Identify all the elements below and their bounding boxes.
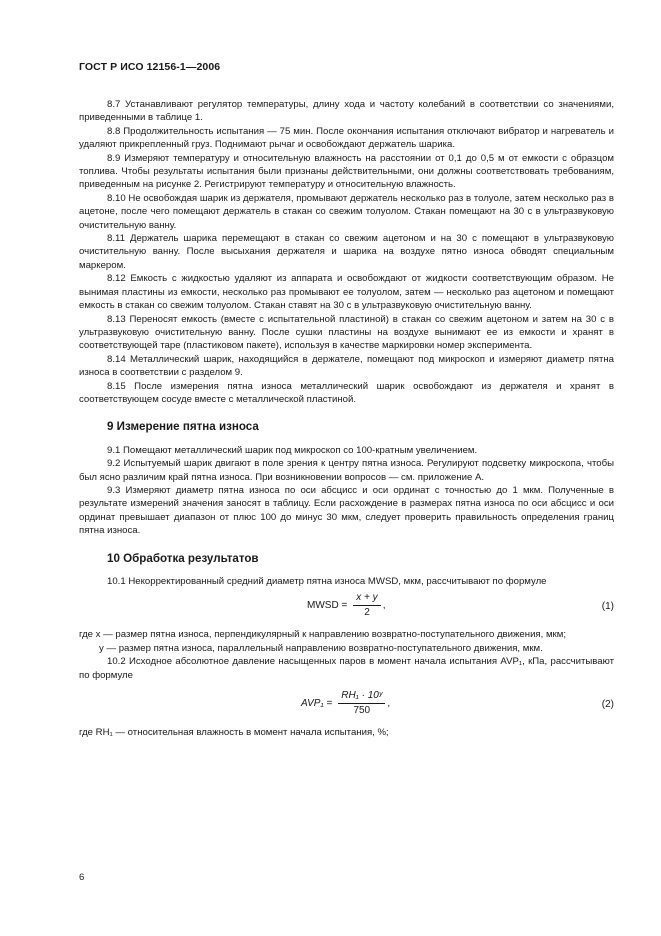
paragraph-8-14: 8.14 Металлический шарик, находящийся в держателе, помещают под микроскоп и измеряют диаметр пятна износа в соответствии с разделом 9. <box>79 353 614 379</box>
formula-1-numerator: x + y <box>353 592 380 606</box>
formula-1-tail: , <box>382 600 386 612</box>
formula-2-tail: , <box>387 697 391 709</box>
paragraph-8-12: 8.12 Емкость с жидкостью удаляют из аппарата и освобождают от жидкости соответствующим образом. Не вынимая пластины из емкости, несколько раз промывают ее толуолом, затем — несколько раз ацетоном и помещают емкость в стакан со свежим толуолом. Стакан ставят на 30 с в ультразвуковую очистительную ванну. <box>79 273 614 312</box>
formula-2-numerator: RH₁ · 10ʸ <box>338 690 385 704</box>
formula-2-lhs: AVP₁ = <box>301 697 333 709</box>
formula-2-fraction <box>338 690 385 717</box>
paragraph-10-2: 10.2 Исходное абсолютное давление насыщенных паров в момент начала испытания AVP₁, кПа, рассчитывают по формуле <box>79 656 614 681</box>
formula-1-number: (1) <box>601 601 614 613</box>
section-9-heading: 9 Измерение пятна износа <box>107 420 259 434</box>
paragraph-8-8: 8.8 Продолжительность испытания — 75 мин. После окончания испытания отключают вибратор и нагреватель и удаляют прикрепленный груз. Поднимают рычаг и освобождают держатель шарика. <box>79 125 614 151</box>
paragraph-8-15: 8.15 После измерения пятна износа металлический шарик освобождают из держателя и хранят в соответствующем сосуде вместе с металлической пластиной. <box>79 380 614 405</box>
formula-1-fraction <box>353 592 380 619</box>
document-body <box>79 98 614 739</box>
paragraph-9-2: 9.2 Испытуемый шарик двигают в поле зрения к центру пятна износа. Регулируют подсветку микроскопа, чтобы был ясно различим край пятна износа. При возникновении вопросов — см. приложение А. <box>79 458 614 483</box>
paragraph-9-1: 9.1 Помещают металлический шарик под микроскоп со 100-кратным увеличением. <box>107 444 478 456</box>
paragraph-9-3: 9.3 Измеряют диаметр пятна износа по оси абсцисс и оси ординат с точностью до 1 мкм. Полученные в результате измерений значения заносят в таблицу. Если расхождение в размерах пятна износа по оси абсцисс и оси ординат превышает диапазон от плюс 100 до минус 30 мкм, следует проверить правильность определения границ пятна износа. <box>79 484 614 537</box>
paragraph-8-10: 8.10 Не освобождая шарик из держателя, промывают держатель несколько раз в толуоле, затем несколько раз в ацетоне, после чего помещают держатель в стакан со свежим толуолом. Стакан помещают на 30 с в ультразвуковую очистительную ванну. <box>79 192 614 231</box>
paragraph-8-9: 8.9 Измеряют температуру и относительную влажность на расстоянии от 0,1 до 0,5 м от емкости с образцом топлива. Чтобы результаты испытания были признаны действительными, они должны соответствовать требованиям, приведенным на рисунке 2. Регистрируют температуру и относительную влажность. <box>79 152 614 191</box>
section-10-heading: 10 Обработка результатов <box>107 551 259 565</box>
paragraph-8-7: 8.7 Устанавливают регулятор температуры, длину хода и частоту колебаний в соответствии со значениями, приведенными в таблице 1. <box>79 99 614 124</box>
document-header: ГОСТ Р ИСО 12156-1—2006 <box>79 61 221 73</box>
page-number: 6 <box>79 872 85 883</box>
definition-rh1: где RH₁ — относительная влажность в момент начала испытания, %; <box>79 727 389 739</box>
paragraph-8-11: 8.11 Держатель шарика перемещают в стакан со свежим ацетоном и на 30 с помещают в ультразвуковую очистительную ванну. После высыхания держателя и шарика на воздухе пятно износа обводят специальным маркером. <box>79 233 614 271</box>
formula-2-number: (2) <box>601 699 614 711</box>
paragraph-8-13: 8.13 Переносят емкость (вместе с испытательной пластиной) в стакан со свежим ацетоном и затем на 30 с в ультразвуковую очистительную ванну. После сушки пластины на воздухе вынимают ее из емкости и хранят в соответствующей таре (пластиковом пакете), используя в качестве маркировки номер эксперимента. <box>79 313 614 352</box>
paragraph-10-1: 10.1 Некорректированный средний диаметр пятна износа MWSD, мкм, рассчитывают по формуле <box>107 576 547 587</box>
definition-y: y — размер пятна износа, параллельный направлению возвратно-поступательного движения, мкм. <box>99 642 543 654</box>
formula-1 <box>79 592 614 622</box>
formula-1-lhs: MWSD = <box>307 600 348 612</box>
definition-x: где x — размер пятна износа, перпендикулярный к направлению возвратно-поступательного движения, мкм; <box>79 629 567 641</box>
formula-2 <box>79 690 614 720</box>
formula-1-denominator: 2 <box>364 607 370 619</box>
formula-2-denominator: 750 <box>353 705 371 717</box>
